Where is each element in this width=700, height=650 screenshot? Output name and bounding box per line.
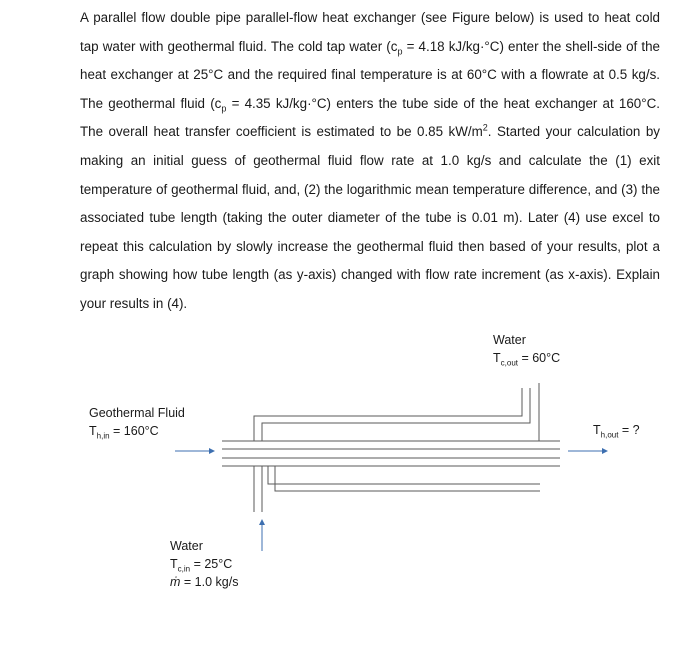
shell-lower-return: [268, 466, 540, 484]
mass-flow-symbol: ṁ: [170, 575, 181, 589]
problem-text-part-2: = 4.18 kJ/kg·°C) enter the shell-side of the heat exchanger at 25°C and the required final temperature is at 60°C with a flowrate at 0.5 kg/s. The geothermal fluid (c: [80, 38, 660, 111]
problem-text-part-1: A parallel flow double pipe parallel-flow heat exchanger (see Figure below) is used to heat cold tap water with geothermal fluid. The cold tap water (c: [80, 10, 660, 54]
shell-lower-return-2: [275, 466, 540, 491]
geothermal-outlet-label: [593, 421, 640, 439]
geothermal-inlet-label: [89, 404, 185, 440]
geothermal-outlet-symbol: T: [593, 423, 601, 437]
water-outlet-subscript: c,out: [500, 358, 518, 368]
water-inlet-flowrate: [170, 573, 238, 591]
shell-upper-outer: [254, 388, 522, 441]
problem-text-part-3: = 4.35 kJ/kg·°C) enters the tube side of the heat exchanger at 160°C. The overall heat transfer coefficient is estimated to be 0.85 kW/m: [80, 95, 660, 140]
shell-upper-inner: [262, 388, 530, 441]
water-outlet-label: [493, 331, 560, 367]
geothermal-inlet-subscript: h,in: [96, 431, 110, 441]
geothermal-inlet-title: Geothermal Fluid: [89, 406, 185, 420]
water-outlet-value: = 60°C: [517, 351, 561, 365]
water-outlet-symbol: T: [493, 351, 501, 365]
geothermal-outlet-subscript: h,out: [600, 430, 619, 440]
problem-text-part-4: . Started your calculation by making an initial guess of geothermal fluid flow rate at 1.0 kg/s and calculate the (1) exit temperature of geothermal fluid, and, (2) the logarithmic mean temperature difference, and (3) the associated tube length (taking the outer diameter of the tube is 0.01 m). Later (4) use excel to repeat this calculation by slowly increase the geothermal fluid then based of your results, plot a graph showing how tube length (as y-axis) changed with flow rate increment (as x-axis). Explain your results in (4).: [80, 124, 660, 311]
water-outlet-temp: [493, 349, 560, 367]
cp-subscript-1: p: [397, 46, 403, 57]
water-inlet-title: Water: [170, 539, 203, 553]
cp-subscript-2: p: [221, 103, 227, 114]
water-inlet-temp: [170, 555, 238, 573]
water-inlet-subscript: c,in: [177, 564, 191, 574]
geothermal-inlet-temp: [89, 422, 185, 440]
geothermal-inlet-value: = 160°C: [109, 424, 159, 438]
mass-flow-value: = 1.0 kg/s: [180, 575, 239, 589]
water-outlet-title: Water: [493, 333, 526, 347]
m2-superscript: 2: [482, 122, 488, 133]
geothermal-inlet-symbol: T: [89, 424, 97, 438]
water-inlet-value: = 25°C: [190, 557, 233, 571]
water-inlet-symbol: T: [170, 557, 178, 571]
water-inlet-label: [170, 537, 238, 591]
geothermal-outlet-value: = ?: [618, 423, 640, 437]
